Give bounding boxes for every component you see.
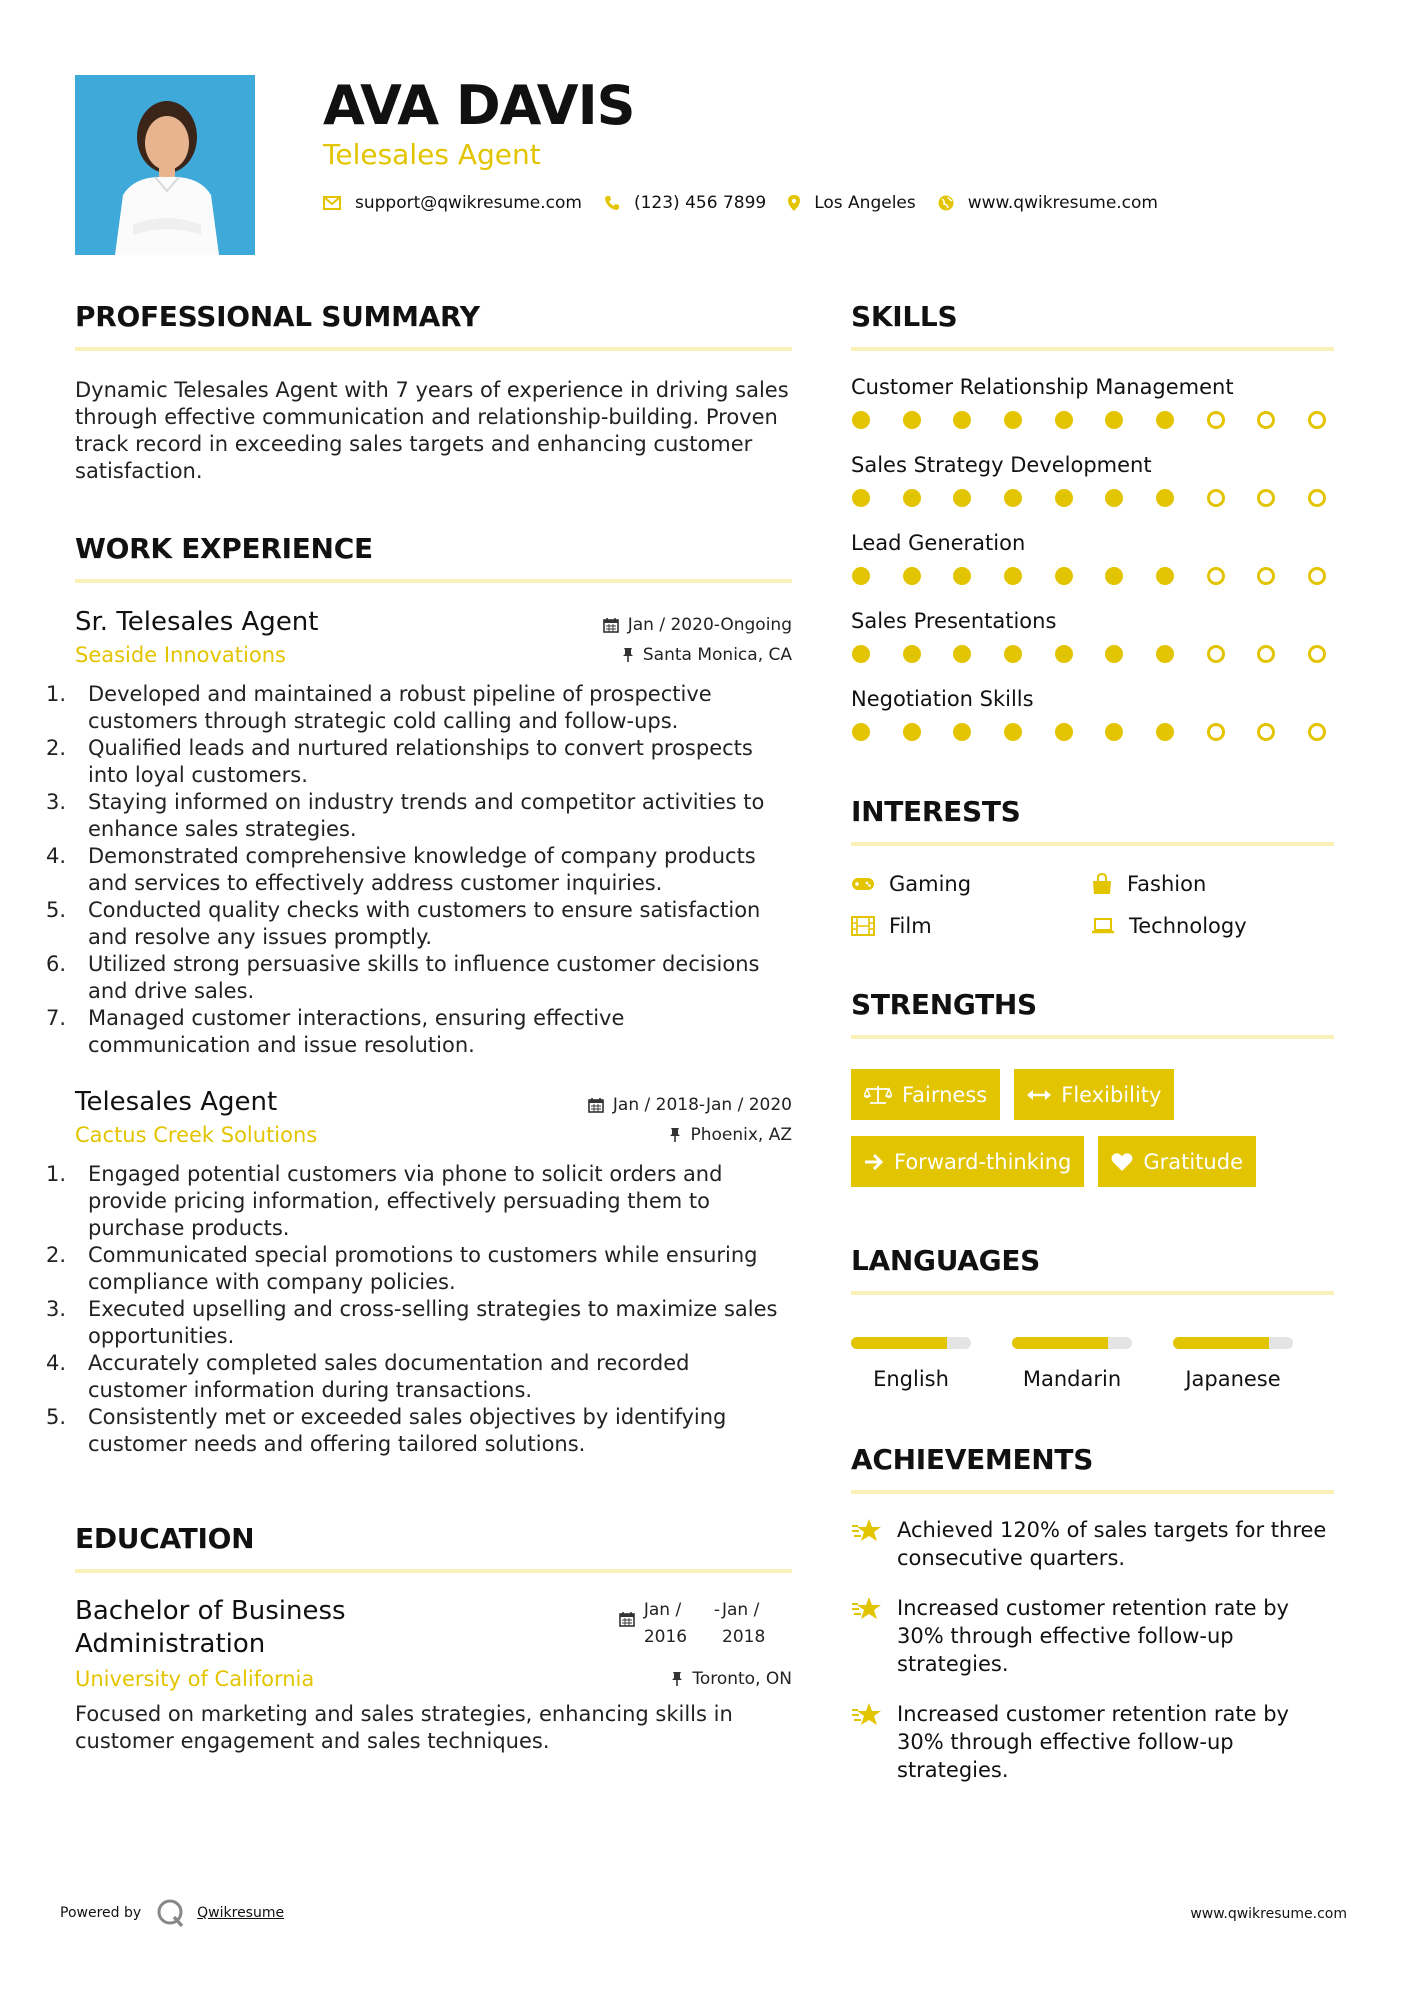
arrows-horizontal-icon <box>1027 1089 1051 1101</box>
footer-url[interactable]: www.qwikresume.com <box>1190 1906 1347 1922</box>
strengths-heading: STRENGTHS <box>851 988 1037 1021</box>
skill-item <box>851 375 1334 429</box>
skill-rating <box>852 645 1326 663</box>
strength-badge <box>851 1069 1000 1120</box>
degree-line: Bachelor of Business <box>75 1596 346 1626</box>
globe-icon <box>938 195 954 211</box>
rating-dot-filled <box>1004 723 1022 741</box>
skill-label: Negotiation Skills <box>851 687 1034 711</box>
rating-dot-empty <box>1257 567 1275 585</box>
rating-dot-filled <box>1055 723 1073 741</box>
profile-photo <box>75 75 255 255</box>
strength-label: Fairness <box>902 1082 988 1107</box>
job-title: Telesales Agent <box>75 1087 278 1117</box>
list-item: 7. Managed customer interactions, ensuring effective communication and issue resolution. <box>45 1006 625 1057</box>
rating-dot-filled <box>953 489 971 507</box>
rating-dot-filled <box>1156 645 1174 663</box>
list-item: 4. Demonstrated comprehensive knowledge of company products and services to effectively address customer inquiries. <box>45 844 756 895</box>
rating-dot-filled <box>852 567 870 585</box>
star-award-icon <box>851 1518 883 1544</box>
rating-dot-filled <box>1105 567 1123 585</box>
achievement-item <box>851 1594 1334 1678</box>
achievements-section <box>851 1443 1334 1784</box>
section-divider <box>75 1569 792 1573</box>
date-part: 2018 <box>722 1627 766 1647</box>
job-location <box>669 1125 792 1145</box>
rating-dot-filled <box>903 645 921 663</box>
language-level-fill <box>851 1337 947 1349</box>
interest-item <box>1091 872 1331 896</box>
languages-list <box>851 1337 1334 1391</box>
left-column <box>45 300 792 1755</box>
job-duties-list <box>45 681 792 1059</box>
section-divider <box>851 1490 1334 1494</box>
calendar-icon <box>619 1611 635 1627</box>
language-level-fill <box>1012 1337 1108 1349</box>
rating-dot-empty <box>1207 645 1225 663</box>
rating-dot-filled <box>1105 645 1123 663</box>
powered-by-text: Powered by <box>60 1905 142 1921</box>
date-part: 2016 <box>643 1627 688 1647</box>
skills-heading: SKILLS <box>851 300 958 333</box>
pushpin-icon <box>622 647 634 663</box>
rating-dot-filled <box>903 411 921 429</box>
skill-rating <box>852 567 1326 585</box>
languages-section <box>851 1244 1334 1391</box>
right-column <box>851 300 1334 1784</box>
contact-phone[interactable] <box>604 193 766 213</box>
rating-dot-empty <box>1257 723 1275 741</box>
website-text: www.qwikresume.com <box>967 193 1158 213</box>
contact-website[interactable] <box>938 193 1158 213</box>
strength-badge <box>851 1136 1084 1187</box>
job-duties-list <box>45 1161 792 1458</box>
rating-dot-filled <box>903 723 921 741</box>
heart-icon <box>1111 1152 1133 1172</box>
start-date <box>644 1597 714 1651</box>
qwikresume-logo-icon <box>155 1898 185 1928</box>
rating-dot-empty <box>1207 567 1225 585</box>
date-separator: - <box>713 1600 720 1620</box>
skill-label: Sales Presentations <box>851 609 1057 633</box>
rating-dot-filled <box>1105 489 1123 507</box>
achievement-text: Increased customer retention rate by 30% through effective follow-up strategies. <box>897 1702 1289 1782</box>
rating-dot-filled <box>852 411 870 429</box>
section-divider <box>851 1035 1334 1039</box>
section-divider <box>851 1291 1334 1295</box>
list-item: 5. Consistently met or exceeded sales objectives by identifying customer needs and offering tailored solutions. <box>45 1405 727 1456</box>
interest-item <box>1091 914 1331 938</box>
section-divider <box>75 347 792 351</box>
portrait-image <box>75 75 255 255</box>
rating-dot-filled <box>852 723 870 741</box>
list-item: 1. Engaged potential customers via phone to solicit orders and provide pricing information, effectively persuading them to purchase products. <box>45 1162 723 1240</box>
list-item: 5. Conducted quality checks with customers to ensure satisfaction and resolve any issues promptly. <box>45 898 761 949</box>
summary-text: Dynamic Telesales Agent with 7 years of experience in driving sales through effective communication and relationship-building. Proven track record in exceeding sales targets and enhancing customer satisfaction. <box>75 378 789 483</box>
shopping-bag-icon <box>1091 873 1113 895</box>
section-divider <box>851 842 1334 846</box>
skill-item <box>851 531 1334 585</box>
experience-section <box>45 532 792 1458</box>
laptop-icon <box>1091 917 1115 935</box>
list-item: 1. Developed and maintained a robust pipeline of prospective customers through strategic cold calling and follow-ups. <box>45 682 712 733</box>
strength-badge <box>1014 1069 1174 1120</box>
interests-grid <box>851 872 1334 938</box>
rating-dot-filled <box>1105 723 1123 741</box>
interests-section <box>851 795 1334 938</box>
rating-dot-empty <box>1308 723 1326 741</box>
skill-rating <box>852 411 1326 429</box>
education-description: Focused on marketing and sales strategies, enhancing skills in customer engagement and sales techniques. <box>75 1702 733 1753</box>
balance-scale-icon <box>864 1085 892 1105</box>
rating-dot-filled <box>1156 567 1174 585</box>
interest-label: Gaming <box>889 872 972 896</box>
rating-dot-filled <box>1105 411 1123 429</box>
language-level-bar <box>1012 1337 1132 1349</box>
rating-dot-filled <box>1055 411 1073 429</box>
skill-item <box>851 453 1334 507</box>
job-entry <box>45 1087 792 1458</box>
company-name: Seaside Innovations <box>75 643 286 667</box>
interest-label: Technology <box>1129 914 1247 938</box>
skill-label: Customer Relationship Management <box>851 375 1234 399</box>
achievement-text: Increased customer retention rate by 30% through effective follow-up strategies. <box>897 1596 1289 1676</box>
candidate-name: AVA DAVIS <box>323 74 635 137</box>
rating-dot-filled <box>1156 723 1174 741</box>
envelope-icon <box>323 196 341 210</box>
education-date <box>619 1597 792 1651</box>
interest-item <box>851 872 1091 896</box>
strength-label: Flexibility <box>1061 1082 1162 1107</box>
job-date-text: Jan / 2018-Jan / 2020 <box>612 1095 792 1115</box>
rating-dot-filled <box>903 489 921 507</box>
list-item: 2. Communicated special promotions to customers while ensuring compliance with company policies. <box>45 1243 758 1294</box>
language-item <box>1012 1337 1132 1391</box>
film-icon <box>851 916 875 936</box>
rating-dot-filled <box>852 489 870 507</box>
list-item: 2. Qualified leads and nurtured relationships to convert prospects into loyal customers. <box>45 736 753 787</box>
list-item: 3. Staying informed on industry trends and competitor activities to enhance sales strategies. <box>45 790 765 841</box>
summary-heading: PROFESSIONAL SUMMARY <box>75 300 480 333</box>
education-section <box>75 1522 792 1755</box>
rating-dot-filled <box>1004 567 1022 585</box>
language-label: English <box>873 1367 949 1391</box>
experience-heading: WORK EXPERIENCE <box>75 532 373 565</box>
achievements-list <box>851 1516 1334 1784</box>
rating-dot-empty <box>1207 411 1225 429</box>
rating-dot-filled <box>1004 411 1022 429</box>
pushpin-icon <box>669 1127 681 1143</box>
calendar-icon <box>588 1097 604 1113</box>
contact-email[interactable] <box>323 193 582 213</box>
list-item: 3. Executed upselling and cross-selling strategies to maximize sales opportunities. <box>45 1297 778 1348</box>
language-level-fill <box>1173 1337 1269 1349</box>
job-date <box>603 615 792 635</box>
rating-dot-empty <box>1207 489 1225 507</box>
strength-badge <box>1098 1136 1256 1187</box>
phone-icon <box>604 195 620 211</box>
education-heading: EDUCATION <box>75 1522 255 1555</box>
contact-bar <box>323 193 1180 213</box>
rating-dot-filled <box>1004 645 1022 663</box>
rating-dot-empty <box>1308 489 1326 507</box>
job-entry <box>45 607 792 1059</box>
achievement-item <box>851 1700 1334 1784</box>
job-title: Sr. Telesales Agent <box>75 607 319 637</box>
date-part: Jan / <box>643 1600 682 1620</box>
achievement-text: Achieved 120% of sales targets for three consecutive quarters. <box>897 1518 1327 1570</box>
brand-link[interactable]: Qwikresume <box>197 1905 285 1921</box>
rating-dot-empty <box>1308 411 1326 429</box>
language-level-bar <box>1173 1337 1293 1349</box>
list-item: 6. Utilized strong persuasive skills to influence customer decisions and drive sales. <box>45 952 760 1003</box>
skills-section <box>851 300 1334 741</box>
summary-section <box>75 300 792 485</box>
rating-dot-empty <box>1207 723 1225 741</box>
section-divider <box>851 347 1334 351</box>
education-location-text: Toronto, ON <box>692 1669 792 1689</box>
strength-label: Gratitude <box>1143 1149 1243 1174</box>
rating-dot-filled <box>953 567 971 585</box>
language-label: Japanese <box>1185 1367 1281 1391</box>
skill-item <box>851 609 1334 663</box>
rating-dot-filled <box>1055 567 1073 585</box>
rating-dot-filled <box>1156 489 1174 507</box>
company-name: Cactus Creek Solutions <box>75 1123 318 1147</box>
interest-label: Fashion <box>1127 872 1207 896</box>
skill-item <box>851 687 1334 741</box>
education-location <box>671 1669 792 1689</box>
rating-dot-filled <box>1055 489 1073 507</box>
section-divider <box>75 579 792 583</box>
job-location-text: Santa Monica, CA <box>642 645 792 665</box>
pushpin-icon <box>671 1671 683 1687</box>
location-text: Los Angeles <box>814 193 916 213</box>
skill-label: Lead Generation <box>851 531 1026 555</box>
job-date <box>588 1095 792 1115</box>
language-item <box>851 1337 971 1391</box>
rating-dot-filled <box>852 645 870 663</box>
degree-line: Administration <box>75 1629 266 1659</box>
job-location-text: Phoenix, AZ <box>690 1125 792 1145</box>
candidate-title: Telesales Agent <box>323 138 541 171</box>
school-name: University of California <box>75 1667 315 1691</box>
star-award-icon <box>851 1702 883 1728</box>
email-text: support@qwikresume.com <box>355 193 582 213</box>
achievement-item <box>851 1516 1334 1572</box>
rating-dot-filled <box>953 645 971 663</box>
arrow-right-icon <box>864 1153 884 1171</box>
language-item <box>1173 1337 1293 1391</box>
end-date <box>722 1597 792 1651</box>
rating-dot-filled <box>1004 489 1022 507</box>
contact-location <box>788 193 916 213</box>
rating-dot-empty <box>1308 567 1326 585</box>
language-label: Mandarin <box>1022 1367 1122 1391</box>
skill-label: Sales Strategy Development <box>851 453 1152 477</box>
list-item: 4. Accurately completed sales documentation and recorded customer information during transactions. <box>45 1351 690 1402</box>
rating-dot-empty <box>1257 489 1275 507</box>
job-location <box>622 645 792 665</box>
achievements-heading: ACHIEVEMENTS <box>851 1443 1094 1476</box>
date-part: Jan / <box>722 1600 760 1620</box>
star-award-icon <box>851 1596 883 1622</box>
job-date-text: Jan / 2020-Ongoing <box>627 615 792 635</box>
interests-heading: INTERESTS <box>851 795 1021 828</box>
footer-branding <box>60 1898 284 1928</box>
rating-dot-empty <box>1308 645 1326 663</box>
strengths-list <box>851 1069 1334 1203</box>
language-level-bar <box>851 1337 971 1349</box>
gamepad-icon <box>851 877 875 891</box>
rating-dot-filled <box>953 723 971 741</box>
phone-text: (123) 456 7899 <box>633 193 767 213</box>
map-pin-icon <box>788 195 800 211</box>
strengths-section <box>851 988 1334 1203</box>
strength-label: Forward-thinking <box>894 1149 1072 1174</box>
skill-rating <box>852 723 1326 741</box>
rating-dot-filled <box>1055 645 1073 663</box>
languages-heading: LANGUAGES <box>851 1244 1041 1277</box>
skill-rating <box>852 489 1326 507</box>
rating-dot-filled <box>953 411 971 429</box>
rating-dot-empty <box>1257 411 1275 429</box>
degree-title <box>75 1595 346 1661</box>
calendar-icon <box>603 617 619 633</box>
skills-list <box>851 375 1334 741</box>
rating-dot-empty <box>1257 645 1275 663</box>
rating-dot-filled <box>903 567 921 585</box>
rating-dot-filled <box>1156 411 1174 429</box>
interest-label: Film <box>889 914 932 938</box>
interest-item <box>851 914 1091 938</box>
